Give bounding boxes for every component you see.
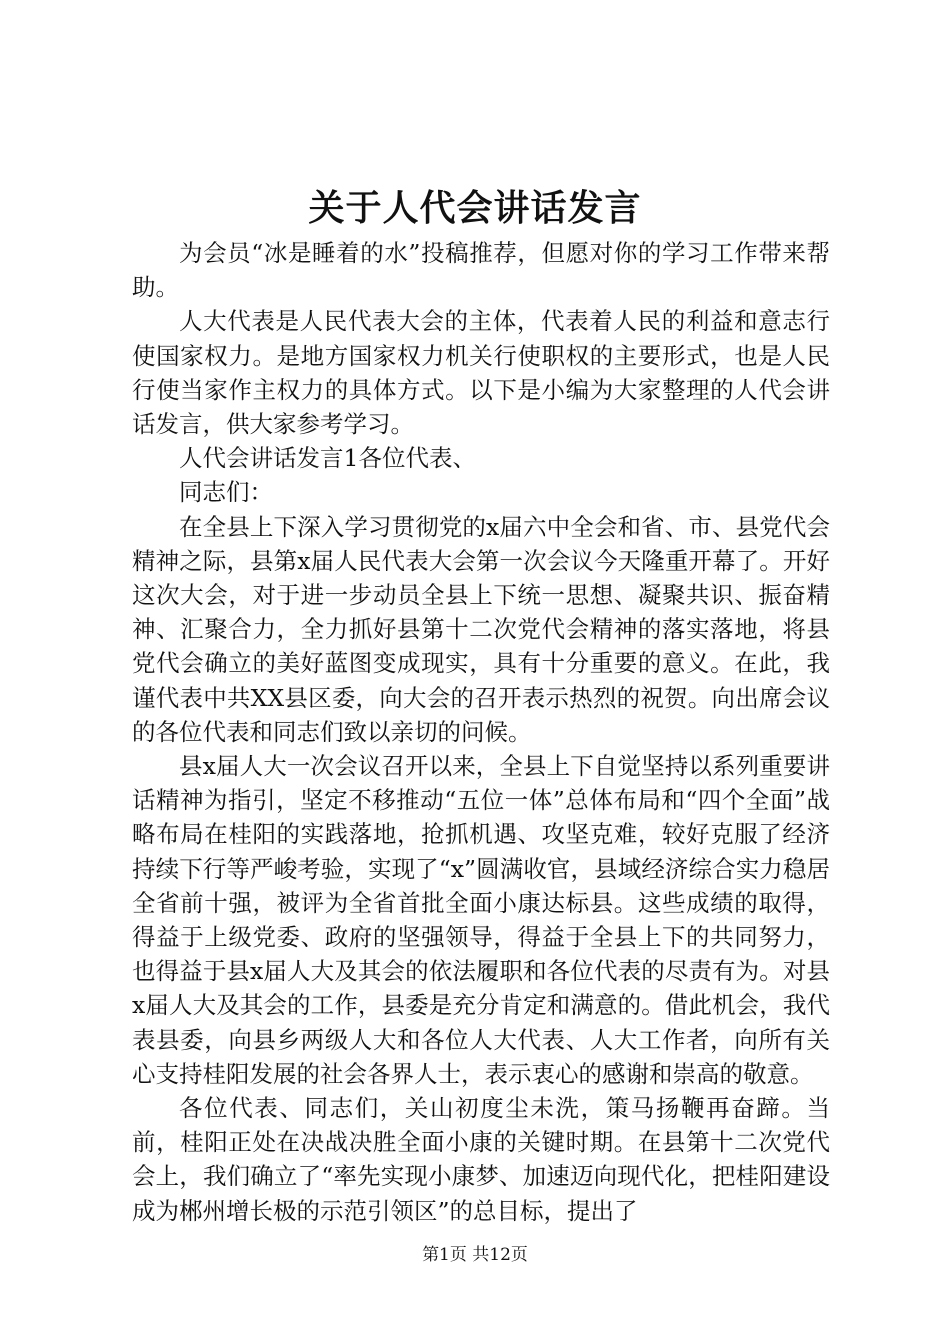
document-title: 关于人代会讲话发言 (308, 187, 642, 229)
paragraph-achievements: 县x届人大一次会议召开以来，全县上下自觉坚持以系列重要讲话精神为指引，坚定不移推动“五位一体”总体布局和“四个全面”战略布局在桂阳的实践落地，抢抓机遇、攻坚克难，较好克服了经济持续下行等严峻考验，实现了“x”圆满收官，县域经济综合实力稳居全省前十强，被评为全省首批全面小康达标县。这些成绩的取得，得益于上级党委、政府的坚强领导，得益于全县上下的共同努力，也得益于县x届人大及其会的依法履职和各位代表的尽责有为。对县x届人大及其会的工作，县委是充分肯定和满意的。借此机会，我代表县委，向县乡两级人大和各位人大代表、人大工作者，向所有关心支持桂阳发展的社会各界人士，表示衷心的感谢和崇高的敬意。 (132, 752, 830, 1088)
paragraph-speech-heading: 人代会讲话发言1各位代表、 (179, 444, 476, 473)
paragraph-salutation: 同志们： (179, 478, 273, 507)
paragraph-opening: 在全县上下深入学习贯彻党的x届六中全会和省、市、县党代会精神之际，县第x届人民代表大会第一次会议今天隆重开幕了。开好这次大会，对于进一步动员全县上下统一思想、凝聚共识、振奋精神、汇聚合力，全力抓好县第十二次党代会精神的落实落地，将县党代会确立的美好蓝图变成现实，具有十分重要的意义。在此，我谨代表中共XX县区委，向大会的召开表示热烈的祝贺。向出席会议的各位代表和同志们致以亲切的问候。 (132, 512, 830, 746)
paragraph-overview: 人大代表是人民代表大会的主体，代表着人民的利益和意志行使国家权力。是地方国家权力机关行使职权的主要形式，也是人民行使当家作主权力的具体方式。以下是小编为大家整理的人代会讲话发言，供大家参考学习。 (132, 307, 830, 439)
document-body (132, 236, 830, 1228)
paragraph-intro: 为会员“冰是睡着的水”投稿推荐，但愿对你的学习工作带来帮助。 (132, 239, 830, 302)
paragraph-goals: 各位代表、同志们，关山初度尘未洗，策马扬鞭再奋蹄。当前，桂阳正处在决战决胜全面小康的关键时期。在县第十二次党代会上，我们确立了“率先实现小康梦、加速迈向现代化，把桂阳建设成为郴州增长极的示范引领区”的总目标，提出了 (132, 1094, 830, 1225)
page-footer: 第1页 共12页 (422, 1245, 528, 1265)
